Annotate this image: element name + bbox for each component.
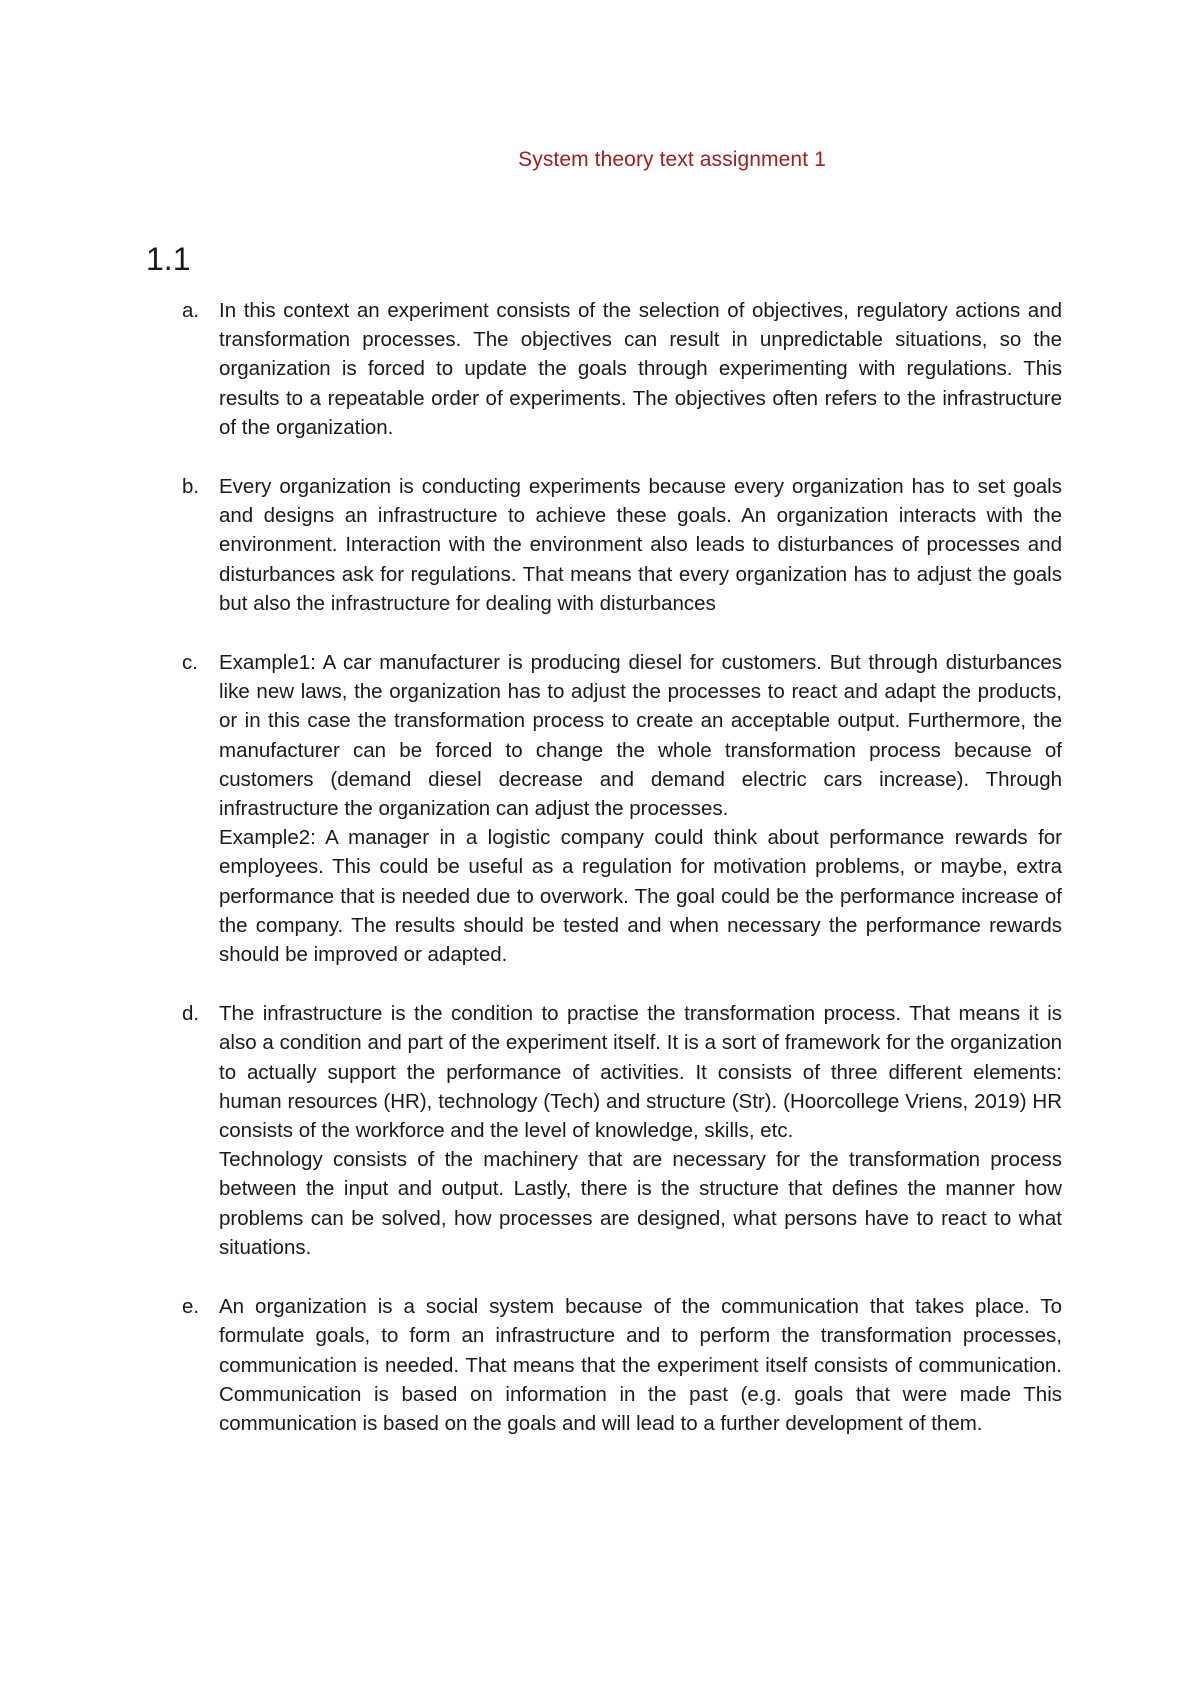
list-marker: b. — [182, 475, 200, 499]
paragraph: An organization is a social system because of the communication that takes place. To formulate goals, to form an infrastructure and to perform the transformation processes, communication is needed. That means that the experiment itself consists of communication. Communication is based on information in the past (e.g. goals that were made This communication is based on the goals and will lead to a further development of them. — [219, 1295, 1062, 1435]
paragraph-example-1: Example1: A car manufacturer is producing diesel for customers. But through disturbances like new laws, the organization has to adjust the processes to react and adapt the products, or in this case the transformation process to create an acceptable output. Furthermore, the manufacturer can be forced to change the whole transformation process because of customers (demand diesel decrease and demand electric cars increase). Through infrastructure the organization can adjust the processes. — [219, 651, 1062, 821]
list-item-d — [182, 999, 1062, 1262]
paragraph: The infrastructure is the condition to practise the transformation process. That means it is also a condition and part of the experiment itself. It is a sort of framework for the organization to actually support the performance of activities. It consists of three different elements: human resources (HR), technology (Tech) and structure (Str). (Hoorcollege Vriens, 2019) HR consists of the workforce and the level of knowledge, skills, etc. — [219, 1002, 1062, 1143]
list-marker: c. — [182, 651, 198, 675]
list-marker: a. — [182, 299, 200, 322]
list-item-b — [182, 472, 1062, 618]
section-heading: 1.1 — [146, 241, 191, 277]
list-item-c — [182, 648, 1062, 969]
list-marker: e. — [182, 1295, 200, 1319]
paragraph-example-2: Example2: A manager in a logistic company could think about performance rewards for employees. This could be useful as a regulation for motivation problems, or maybe, extra performance that is needed due to overwork. The goal could be the performance increase of the company. The results should be tested and when necessary the performance rewards should be improved or adapted. — [219, 826, 1062, 967]
answer-list — [182, 296, 1062, 1468]
paragraph: Technology consists of the machinery that are necessary for the transformation process between the input and output. Lastly, there is the structure that defines the manner how problems can be solved, how processes are designed, what persons have to react to what situations. — [219, 1148, 1062, 1259]
list-item-a — [182, 296, 1062, 442]
document-title: System theory text assignment 1 — [518, 148, 826, 171]
list-marker: d. — [182, 1002, 200, 1026]
list-item-e — [182, 1292, 1062, 1438]
paragraph: In this context an experiment consists of the selection of objectives, regulatory actions and transformation processes. The objectives can result in unpredictable situations, so the organization is forced to update the goals through experimenting with regulations. This results to a repeatable order of experiments. The objectives often refers to the infrastructure of the organization. — [219, 299, 1062, 439]
paragraph: Every organization is conducting experiments because every organization has to set goals and designs an infrastructure to achieve these goals. An organization interacts with the environment. Interaction with the environment also leads to disturbances of processes and disturbances ask for regulations. That means that every organization has to adjust the goals but also the infrastructure for dealing with disturbances — [219, 475, 1062, 615]
